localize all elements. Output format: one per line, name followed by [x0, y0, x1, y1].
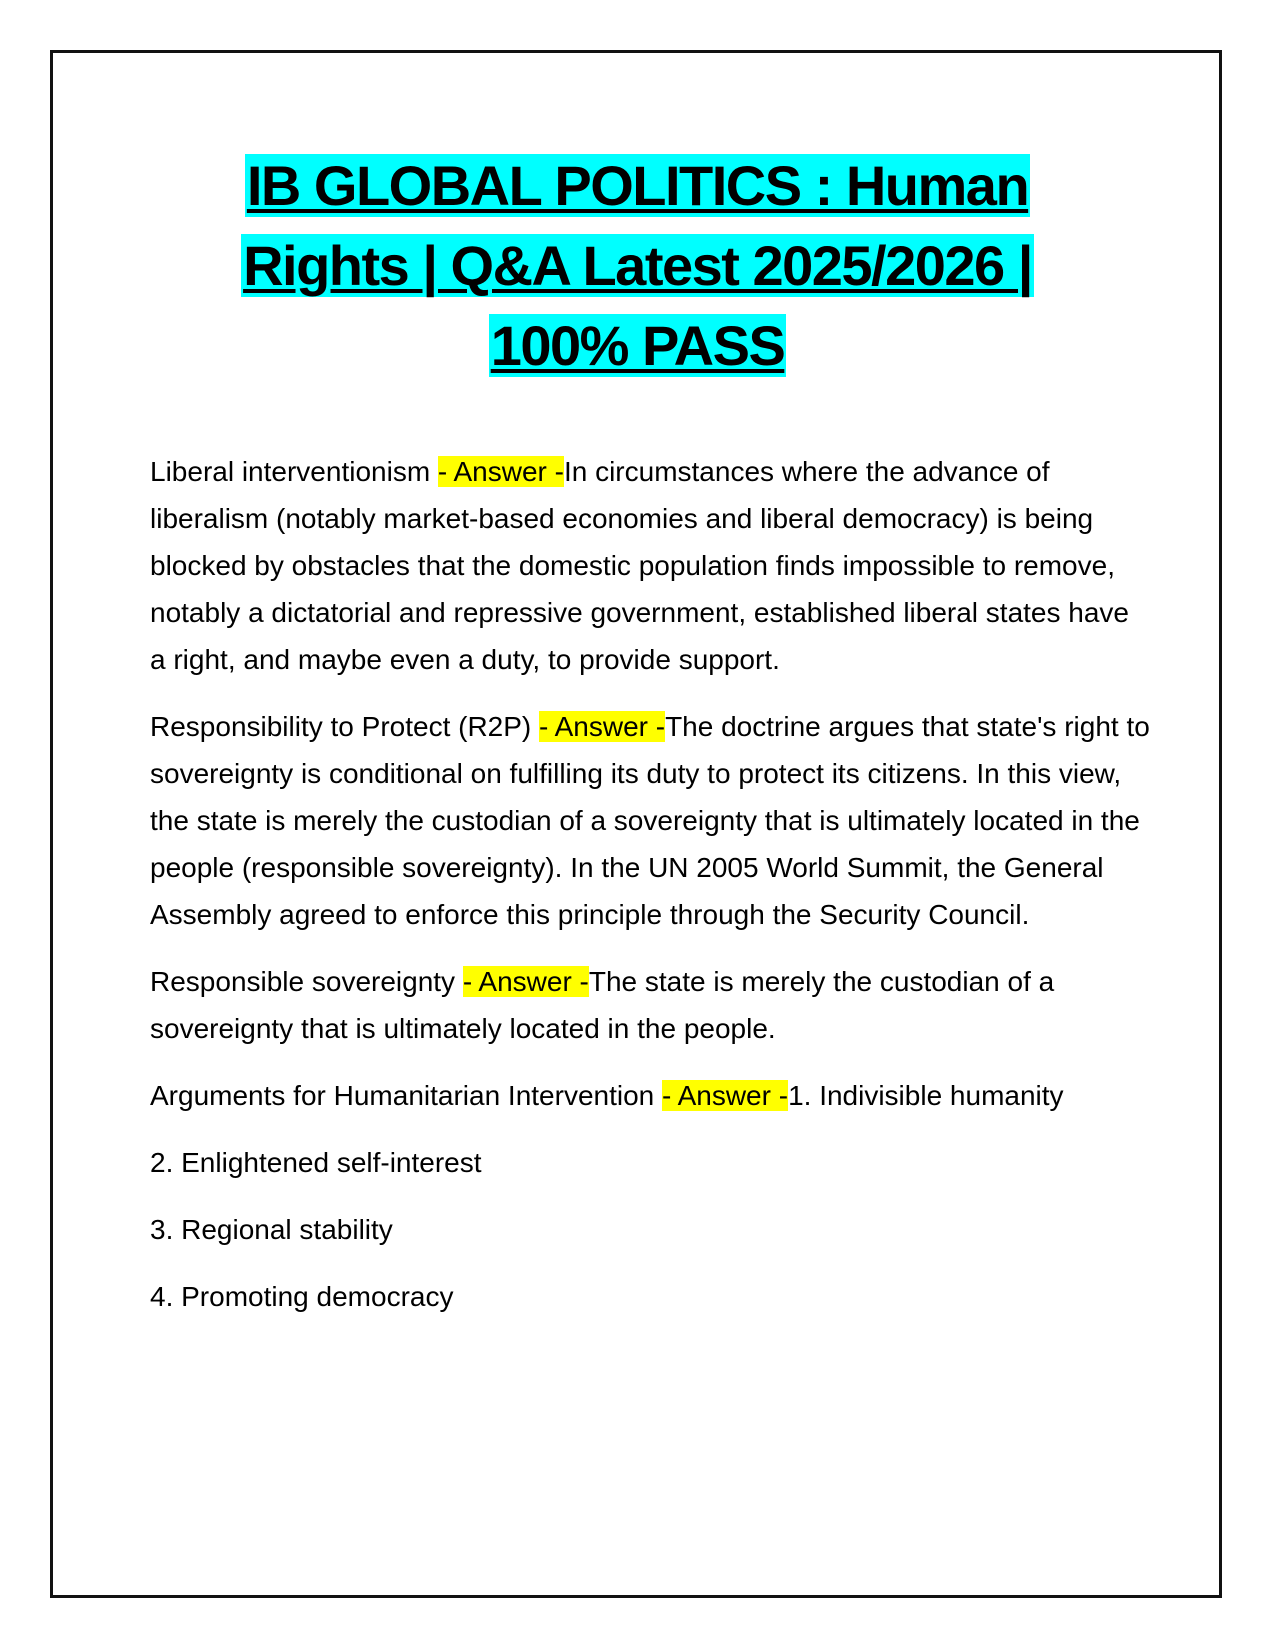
entry-term: Responsible sovereignty [150, 966, 463, 997]
entry-definition: The state is merely the custodian of a sovereignty that is ultimately located in the people. [150, 966, 1055, 1044]
title-line-3 [60, 306, 1215, 386]
qa-entry-humanitarian-intervention [150, 1072, 1150, 1119]
list-item-enlightened-self-interest: 2. Enlightened self-interest [150, 1147, 482, 1178]
qa-content [150, 448, 1150, 1340]
list-item-regional-stability: 3. Regional stability [150, 1214, 393, 1245]
entry-definition: The doctrine argues that state's right to sovereignty is conditional on fulfilling its duty to protect its citizens. In this view, the state is merely the custodian of a sovereignty that is ultimately located in the people (responsible sovereignty). In the UN 2005 World Summit, the General Assembly agreed to enforce this principle through the Security Council. [150, 711, 1150, 930]
document-title [60, 146, 1215, 386]
answer-marker: - Answer - [662, 1080, 789, 1111]
qa-entry-liberal-interventionism [150, 448, 1150, 683]
title-line-1-text: IB GLOBAL POLITICS : Human [246, 154, 1029, 217]
title-line-3-text: 100% PASS [490, 314, 785, 377]
entry-term: Arguments for Humanitarian Intervention [150, 1080, 663, 1111]
qa-entry-responsible-sovereignty [150, 958, 1150, 1052]
entry-term: Liberal interventionism [150, 456, 438, 487]
title-line-2 [60, 226, 1215, 306]
answer-marker: - Answer - [462, 966, 589, 997]
title-line-2-text: Rights | Q&A Latest 2025/2026 | [243, 234, 1032, 297]
qa-entry-r2p [150, 703, 1150, 938]
entry-definition: 1. Indivisible humanity [788, 1080, 1064, 1111]
list-item-promoting-democracy: 4. Promoting democracy [150, 1281, 454, 1312]
answer-marker: - Answer - [437, 456, 564, 487]
title-line-1 [60, 146, 1215, 226]
entry-definition: In circumstances where the advance of liberalism (notably market-based economies and liberal democracy) is being blocked by obstacles that the domestic population finds impossible to remove, notably a dictatorial and repressive government, established liberal states have a right, and maybe even a duty, to provide support. [150, 456, 1130, 675]
entry-term: Responsibility to Protect (R2P) [150, 711, 540, 742]
answer-marker: - Answer - [539, 711, 666, 742]
